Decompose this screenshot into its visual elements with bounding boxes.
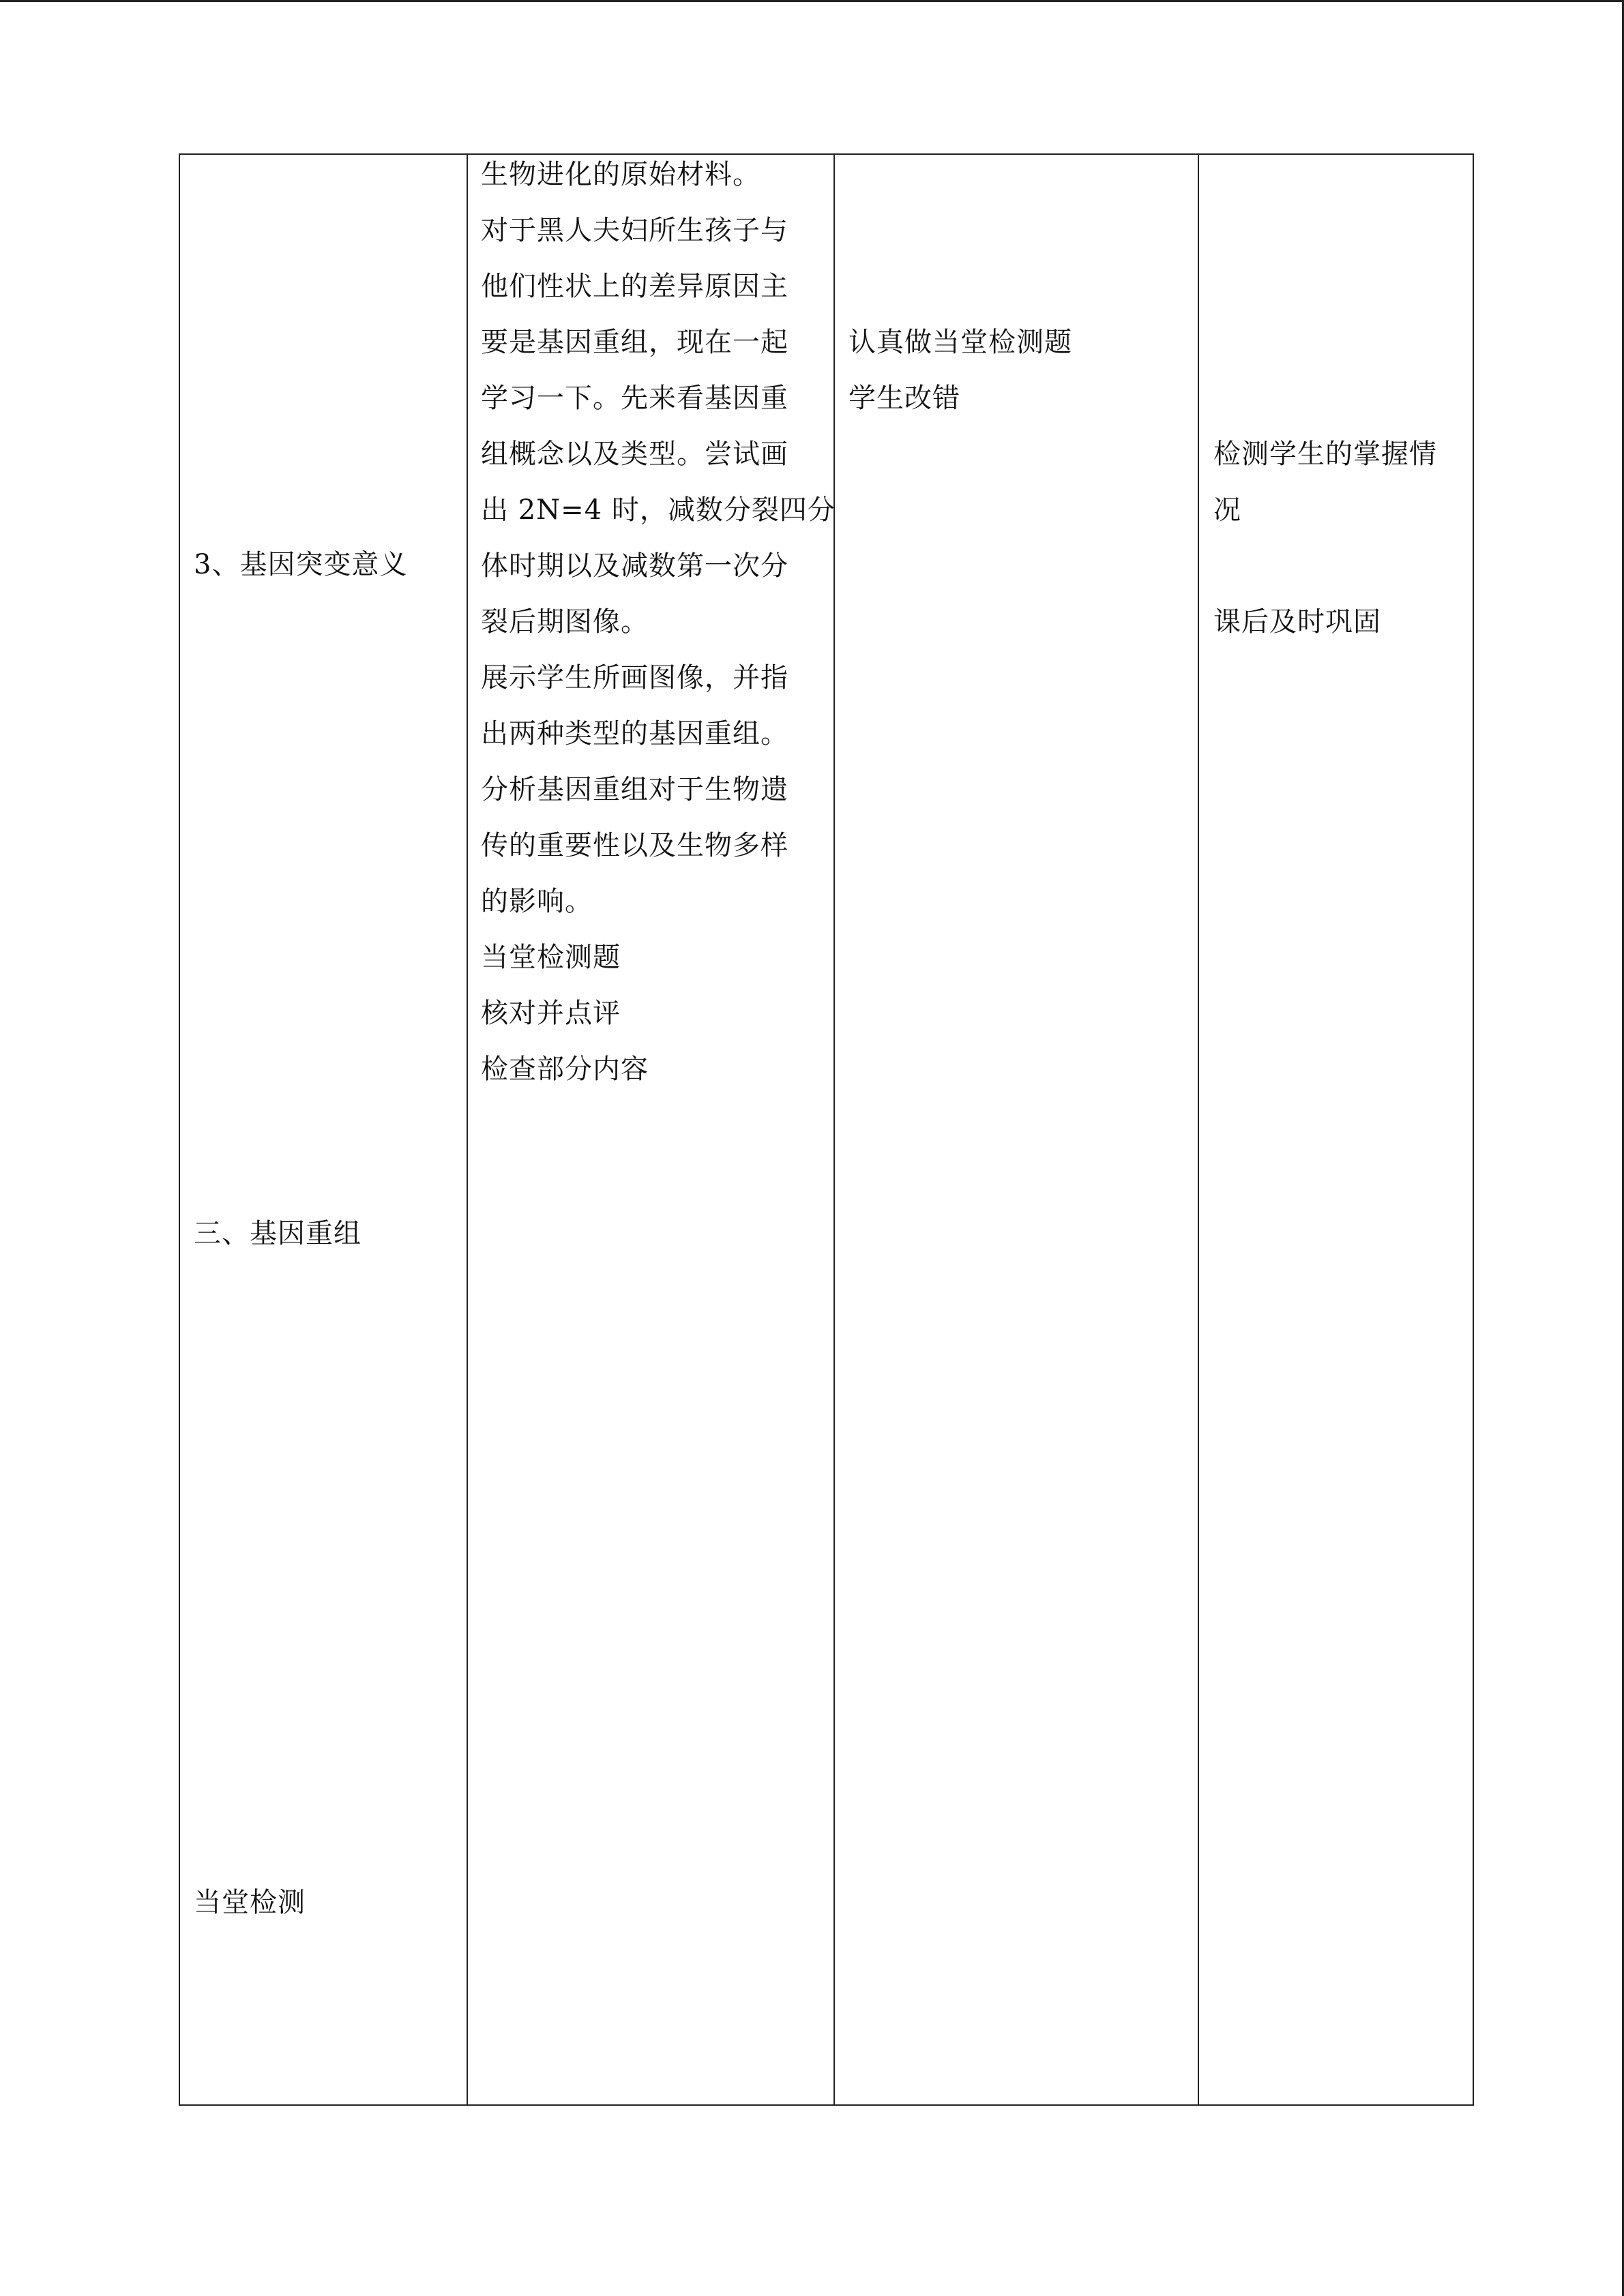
design-intent-text — [1213, 426, 1437, 650]
teacher-activity-line: 分析基因重组对于生物遗 — [481, 774, 788, 805]
design-intent-line: 课后及时巩固 — [1213, 606, 1381, 638]
teacher-activity-line: 当堂检测题 — [481, 942, 621, 973]
student-activity-text — [848, 314, 1072, 426]
student-activity-line: 学生改错 — [848, 383, 960, 414]
teacher-activity-line: 核对并点评 — [481, 998, 621, 1029]
teacher-activity-line: 出两种类型的基因重组。 — [481, 718, 788, 749]
teacher-activity-line: 展示学生所画图像，并指 — [481, 662, 788, 694]
teacher-activity-line: 要是基因重组，现在一起 — [481, 327, 788, 358]
teacher-activity-text — [481, 147, 836, 1097]
teacher-activity-line: 的影响。 — [481, 886, 593, 917]
teacher-activity-line: 对于黑人夫妇所生孩子与 — [481, 215, 788, 246]
student-activity-line: 认真做当堂检测题 — [848, 327, 1072, 358]
teacher-activity-line: 学习一下。先来看基因重 — [481, 383, 788, 414]
teacher-activity-line: 裂后期图像。 — [481, 606, 649, 638]
heading-mutation-meaning: 3、基因突变意义 — [194, 549, 408, 580]
teacher-activity-line: 体时期以及减数第一次分 — [481, 550, 788, 582]
blank-line — [1213, 538, 1437, 594]
design-intent-line: 况 — [1213, 494, 1241, 526]
teacher-activity-line: 他们性状上的差异原因主 — [481, 271, 788, 302]
teacher-activity-line: 传的重要性以及生物多样 — [481, 830, 788, 861]
heading-classroom-quiz: 当堂检测 — [194, 1887, 306, 1918]
page-top-border — [0, 0, 1624, 2]
teacher-activity-line: 组概念以及类型。尝试画 — [481, 438, 788, 470]
design-intent-line: 检测学生的掌握情 — [1213, 438, 1437, 470]
teacher-activity-line: 生物进化的原始材料。 — [481, 159, 761, 190]
teacher-activity-line: 检查部分内容 — [481, 1054, 649, 1085]
column-divider-1 — [467, 155, 468, 2104]
heading-gene-recombination: 三、基因重组 — [194, 1218, 361, 1249]
column-divider-3 — [1198, 155, 1199, 2104]
teacher-activity-line: 出 2N=4 时，减数分裂四分 — [481, 494, 836, 526]
